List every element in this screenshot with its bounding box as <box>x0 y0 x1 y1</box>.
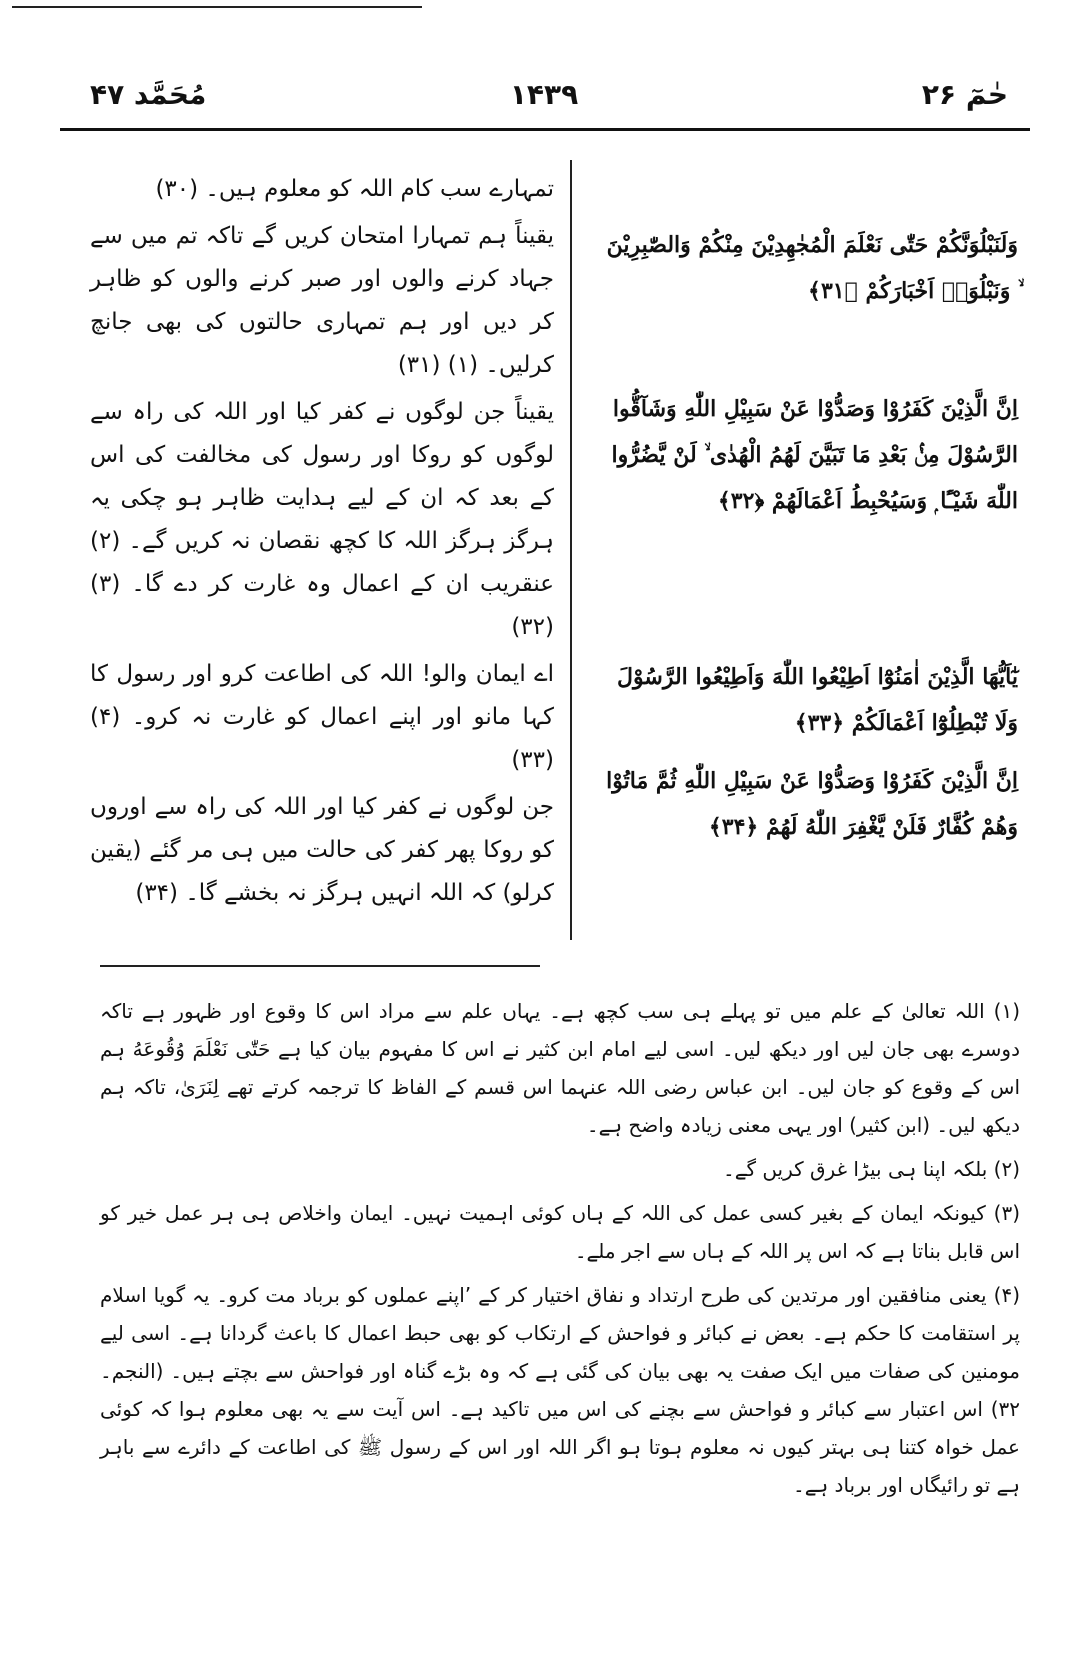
urdu-verse-33: اے ایمان والو! اللہ کی اطاعت کرو اور رسول کا کہا مانو اور اپنے اعمال کو غارت نہ کرو۔ (۴) (۳۳) <box>90 661 554 773</box>
juz-name-header: حٰمٓ ۲۶ <box>921 78 1008 111</box>
urdu-verse-32: یقیناً جن لوگوں نے کفر کیا اور اللہ کی راہ سے لوگوں کو روکا اور رسول کی مخالفت کی اس کے بعد کہ ان کے لیے ہدایت ظاہر ہو چکی یہ ہرگز ہرگز اللہ کا کچھ نقصان نہ کریں گے۔ (۲) عنقریب ان کے اعمال وہ غارت کر دے گا۔ (۳) (۳۲) <box>90 399 554 640</box>
footnote-1: (۱) اللہ تعالیٰ کے علم میں تو پہلے ہی سب کچھ ہے۔ یہاں علم سے مراد اس کا وقوع اور ظہور ہے تاکہ دوسرے بھی جان لیں اور دیکھ لیں۔ اسی لیے امام ابن کثیر نے اس کا مفہوم بیان کیا ہے حَتّٰى نَعْلَمَ وُقُوعَهُ ہم اس کے وقوع کو جان لیں۔ ابن عباس رضی اللہ عنہما اس قسم کے الفاظ کا ترجمہ کرتے تھے لِنَرَىٰ، تاکہ ہم دیکھ لیں۔ (ابن کثیر) اور یہی معنی زیادہ واضح ہے۔ <box>100 999 1020 1137</box>
top-edge-rule <box>12 6 422 8</box>
page-number: ۱۴۳۹ <box>509 78 579 111</box>
urdu-verse-34: جن لوگوں نے کفر کیا اور اللہ کی راہ سے اوروں کو روکا پھر کفر کی حالت میں ہی مر گئے (یقین کرلو) کہ اللہ انہیں ہرگز نہ بخشے گا۔ (۳۴) <box>90 794 554 906</box>
urdu-verse-31: یقیناً ہم تمہارا امتحان کریں گے تاکہ تم میں سے جہاد کرنے والوں اور صبر کرنے والوں کو ظاہر کر دیں اور ہم تمہاری حالتوں کی بھی جانچ کرلیں۔ (۱) (۳۱) <box>90 223 554 378</box>
footnotes <box>100 992 1020 1510</box>
header-rule <box>60 128 1030 131</box>
arabic-verse-32: اِنَّ الَّذِيْنَ كَفَرُوْا وَصَدُّوْا عَنْ سَبِيْلِ اللّٰهِ وَشَآقُّوا الرَّسُوْلَ مِنْۢ بَعْدِ مَا تَبَيَّنَ لَهُمُ الْهُدٰى ۙ لَنْ يَّضُرُّوا اللّٰهَ شَيْـًٔا ۭ وَسَيُحْبِطُ اَعْمَالَهُمْ ﴿۳۲﴾ <box>611 396 1018 514</box>
footnote-rule <box>100 965 540 967</box>
footnote-3: (۳) کیونکہ ایمان کے بغیر کسی عمل کی اللہ کے ہاں کوئی اہمیت نہیں۔ ایمان واخلاص ہی ہر عمل خیر کو اس قابل بناتا ہے کہ اس پر اللہ کے ہاں سے اجر ملے۔ <box>100 1201 1020 1263</box>
page-header <box>60 78 1028 128</box>
footnote-2: (۲) بلکہ اپنا ہی بیڑا غرق کریں گے۔ <box>723 1157 1020 1181</box>
arabic-verse-34: اِنَّ الَّذِيْنَ كَفَرُوْا وَصَدُّوْا عَنْ سَبِيْلِ اللّٰهِ ثُمَّ مَاتُوْا وَهُمْ كُفَّارٌ فَلَنْ يَّغْفِرَ اللّٰهُ لَهُمْ ﴿۳۴﴾ <box>606 768 1018 840</box>
arabic-verse-31: وَلَنَبْلُوَنَّكُمْ حَتّٰى نَعْلَمَ الْمُجٰهِدِيْنَ مِنْكُمْ وَالصّٰبِرِيْنَ ۙ وَنَبْلُوَا۟ اَخْبَارَكُمْ ﴿۳۱﴾ <box>606 232 1018 304</box>
arabic-verse-33: يٰٓاَيُّهَا الَّذِيْنَ اٰمَنُوْٓا اَطِيْعُوا اللّٰهَ وَاَطِيْعُوا الرَّسُوْلَ وَلَا تُبْطِلُوْٓا اَعْمَالَكُمْ ﴿۳۳﴾ <box>617 664 1018 736</box>
footnote-4: (۴) یعنی منافقین اور مرتدین کی طرح ارتداد و نفاق اختیار کر کے ’اپنے عملوں کو برباد مت کرو۔ یہ گویا اسلام پر استقامت کا حکم ہے۔ بعض نے کبائر و فواحش کے ارتکاب کو بھی حبط اعمال کا باعث گردانا ہے۔ اسی لیے مومنین کی صفات میں ایک صفت یہ بھی بیان کی گئی ہے کہ وہ بڑے گناہ اور فواحش سے بچتے ہیں۔ (النجم۔۳۲) اس اعتبار سے کبائر و فواحش سے بچنے کی اس میں تاکید ہے۔ اس آیت سے یہ بھی معلوم ہوا کہ کوئی عمل خواہ کتنا ہی بہتر کیوں نہ معلوم ہوتا ہو اگر اللہ اور اس کے رسول ﷺ کی اطاعت کے دائرے سے باہر ہے تو رائیگاں اور برباد ہے۔ <box>100 1283 1020 1497</box>
urdu-verse-30: تمہارے سب کام اللہ کو معلوم ہیں۔ (۳۰) <box>155 176 554 202</box>
column-divider <box>570 160 572 940</box>
surah-name-header: مُحَمَّد ۴۷ <box>90 78 207 111</box>
urdu-translation-column <box>90 168 554 919</box>
